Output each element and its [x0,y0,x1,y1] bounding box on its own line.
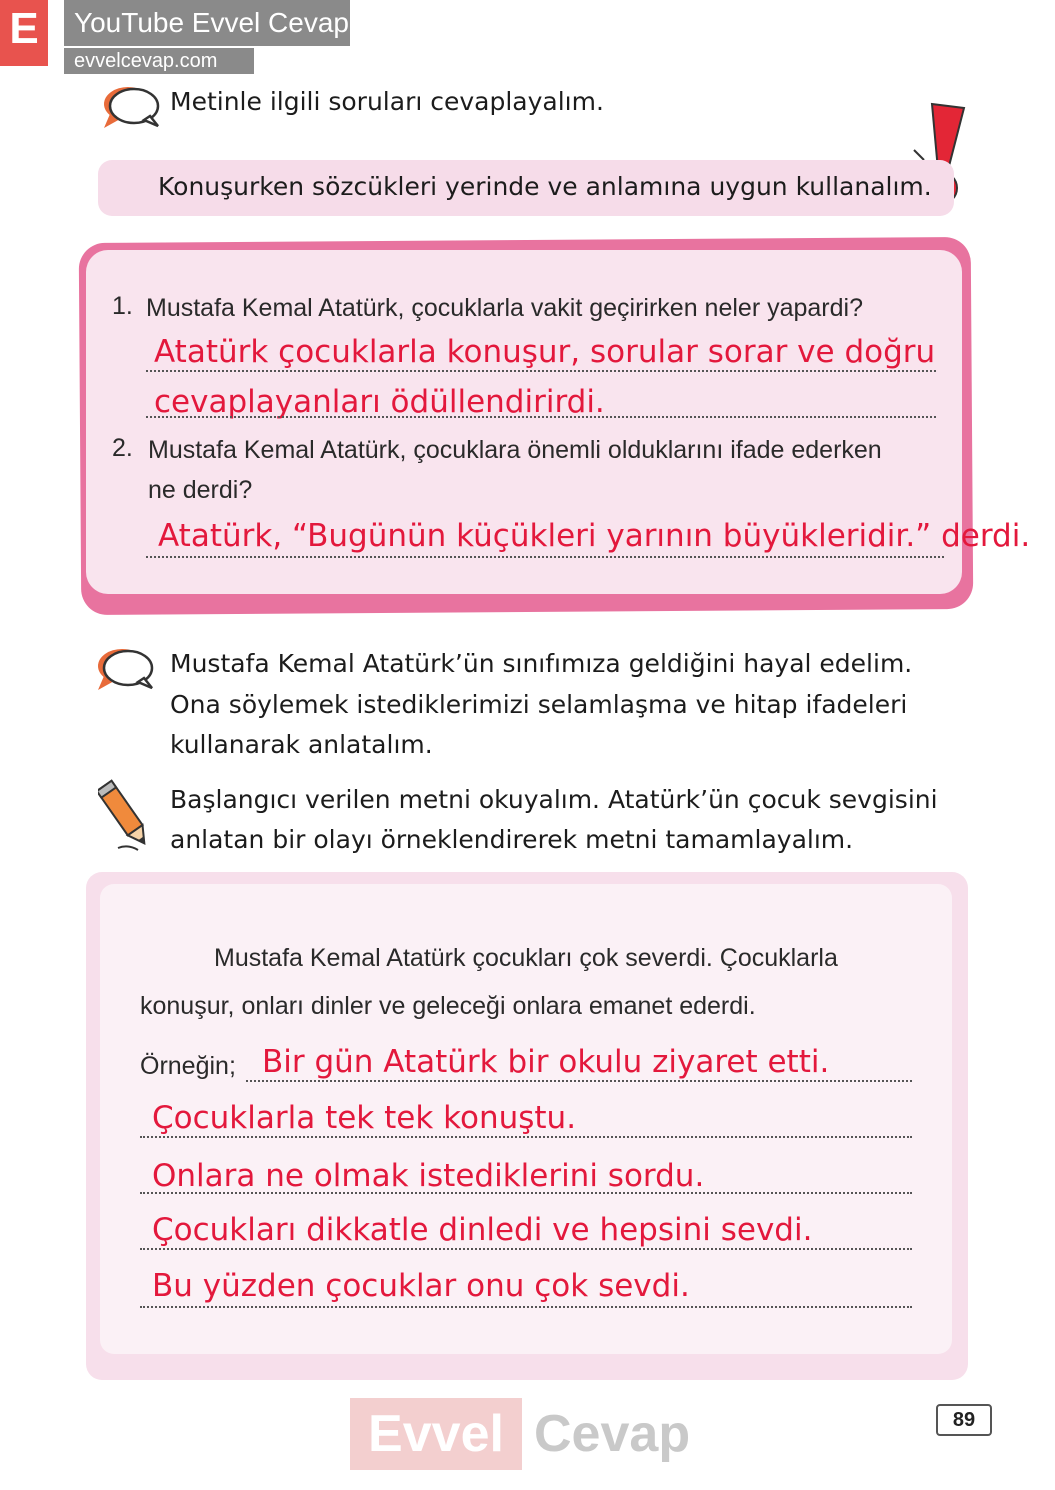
question-2-text-line-2: ne derdi? [148,476,253,504]
question-2-answer: Atatürk, “Bugünün küçükleri yarının büyükleridir.” derdi. [158,518,1031,554]
answer-dotted-line [140,1136,912,1138]
story-answer-line-1: Bir gün Atatürk bir okulu ziyaret etti. [262,1044,830,1080]
brand-title: YouTube Evvel Cevap [64,0,350,46]
answer-dotted-line [140,1192,912,1194]
answer-dotted-line [146,556,944,558]
answer-dotted-line [146,416,936,418]
pencil-icon [98,776,150,860]
answer-dotted-line [246,1080,912,1082]
tip-banner-text: Konuşurken sözcükleri yerinde ve anlamına uygun kullanalım. [158,172,932,201]
speech-bubble-icon [94,644,156,696]
example-label: Örneğin; [140,1052,236,1080]
answer-dotted-line [140,1248,912,1250]
question-1-number: 1. [112,292,133,320]
instruction-write-line-2: anlatan bir olayı örneklendirerek metni tamamlayalım. [170,825,854,854]
question-1-answer-line-1: Atatürk çocuklarla konuşur, sorular sorar ve doğru [154,334,936,370]
instruction-speak-line-3: kullanarak anlatalım. [170,730,433,759]
answer-dotted-line [140,1306,912,1308]
question-2-text-line-1: Mustafa Kemal Atatürk, çocuklara önemli olduklarını ifade ederken [148,436,882,464]
answer-dotted-line [146,370,936,372]
instruction-answer-questions: Metinle ilgili soruları cevaplayalım. [170,87,604,116]
brand-url: evvelcevap.com [64,48,254,74]
story-answer-line-5: Bu yüzden çocuklar onu çok sevdi. [152,1268,690,1304]
question-2-number: 2. [112,434,133,462]
instruction-speak-line-1: Mustafa Kemal Atatürk’ün sınıfımıza geldiğini hayal edelim. [170,649,913,678]
story-answer-line-3: Onlara ne olmak istediklerini sordu. [152,1158,705,1194]
story-intro-line-2: konuşur, onları dinler ve geleceği onlara emanet ederdi. [140,992,756,1020]
story-answer-line-4: Çocukları dikkatle dinledi ve hepsini sevdi. [152,1212,813,1248]
question-1-text: Mustafa Kemal Atatürk, çocuklarla vakit geçirirken neler yapardi? [146,294,863,322]
brand-logo-letter: E [0,0,48,66]
question-1-answer-line-2: cevaplayanları ödüllendirirdi. [154,384,605,420]
footer-logo-evvel: Evvel [350,1398,522,1470]
page-number: 89 [936,1404,992,1436]
story-intro-line-1: Mustafa Kemal Atatürk çocukları çok severdi. Çocuklarla [214,944,838,972]
instruction-write-line-1: Başlangıcı verilen metni okuyalım. Atatürk’ün çocuk sevgisini [170,785,938,814]
instruction-speak-line-2: Ona söylemek istediklerimizi selamlaşma ve hitap ifadeleri [170,690,908,719]
footer-logo-cevap: Cevap [534,1405,691,1463]
story-answer-line-2: Çocuklarla tek tek konuştu. [152,1100,577,1136]
speech-bubble-icon [100,82,162,134]
